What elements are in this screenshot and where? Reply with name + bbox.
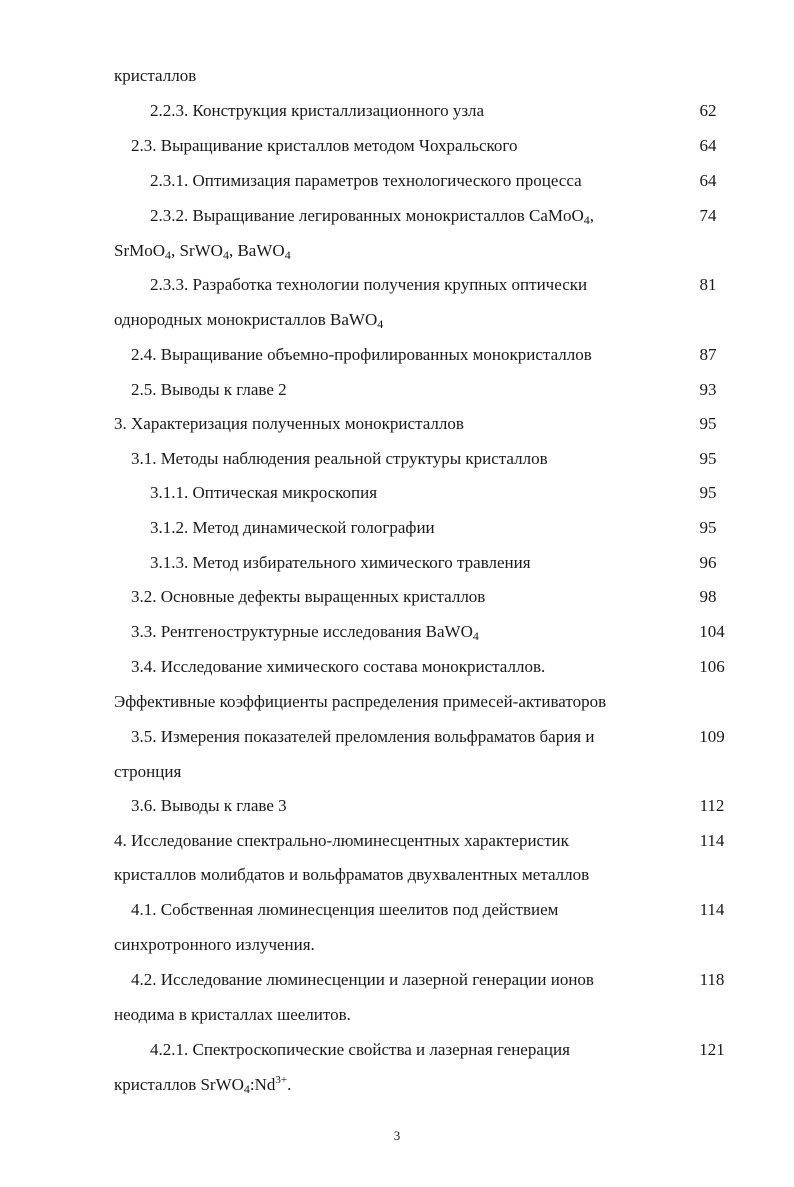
toc-line [150, 1040, 570, 1060]
subscript: 4 [377, 317, 384, 331]
toc-line [131, 970, 594, 990]
toc-line [114, 414, 464, 434]
toc-entry-text: 3.1.2. Метод динамической голографии [150, 518, 435, 537]
subscript: 4 [222, 248, 229, 262]
toc-line [131, 345, 592, 365]
toc-page-number: 64 [699, 136, 717, 155]
punctuation: , [589, 206, 595, 225]
toc-line [150, 518, 435, 538]
toc-entry-text: 3.2. Основные дефекты выращенных кристаллов [131, 587, 486, 606]
toc-page-number: 114 [699, 831, 725, 850]
toc-entry-text: стронция [114, 762, 182, 781]
toc-page-number: 64 [699, 171, 717, 190]
toc-page-number: 62 [699, 101, 717, 120]
toc-line [114, 831, 569, 851]
toc-entry-text: 2.3.2. Выращивание легированных монокристаллов CaMoO [150, 206, 584, 225]
toc-entry-text: синхротронного излучения. [114, 935, 315, 954]
toc-page-number: 112 [699, 796, 725, 815]
toc-line [150, 483, 377, 503]
toc-line [131, 449, 548, 469]
page-number: 3 [393, 1128, 401, 1143]
formula-text: :Nd [249, 1075, 276, 1094]
toc-line [114, 310, 383, 330]
toc-entry-text: 3.1.1. Оптическая микроскопия [150, 483, 378, 502]
toc-line [114, 865, 589, 885]
toc-entry-text: 2.5. Выводы к главе 2 [131, 380, 287, 399]
superscript: 3+ [275, 1074, 288, 1086]
toc-entry-text: 2.3. Выращивание кристаллов методом Чохральского [131, 136, 518, 155]
toc-entry-text: 4.1. Собственная люминесценция шеелитов под действием [131, 900, 559, 919]
toc-page-number: 114 [699, 900, 725, 919]
toc-page-number: 118 [699, 970, 725, 989]
toc-line [131, 796, 287, 816]
toc-entry-text: 4.2.1. Спектроскопические свойства и лазерная генерация [150, 1040, 570, 1059]
subscript: 4 [583, 213, 590, 227]
toc-line [150, 275, 587, 295]
toc-entry-text: неодима в кристаллах шеелитов. [114, 1005, 351, 1024]
punctuation: . [287, 1075, 292, 1094]
toc-line [114, 762, 181, 782]
toc-page-number: 95 [699, 449, 717, 468]
toc-page-number: 81 [699, 275, 717, 294]
formula-text: , BaWO [228, 241, 285, 260]
toc-entry-text: 4.2. Исследование люминесценции и лазерной генерации ионов [131, 970, 594, 989]
subscript: 4 [284, 248, 291, 262]
toc-page-number: 98 [699, 587, 717, 606]
toc-entry-text: 2.4. Выращивание объемно-профилированных монокристаллов [131, 345, 592, 364]
toc-entry-text: 3.5. Измерения показателей преломления вольфраматов бария и [131, 727, 595, 746]
subscript: 4 [472, 629, 479, 643]
toc-line [150, 553, 531, 573]
toc-entry-text: 3. Характеризация полученных монокристаллов [114, 414, 464, 433]
toc-line [114, 66, 196, 86]
toc-entry-text: 3.6. Выводы к главе 3 [131, 796, 287, 815]
toc-page-number: 87 [699, 345, 717, 364]
toc-line [131, 136, 517, 156]
toc-page-number: 95 [699, 414, 717, 433]
subscript: 4 [243, 1082, 250, 1096]
toc-line [114, 935, 315, 955]
toc-page-number: 74 [699, 206, 717, 225]
subscript: 4 [165, 248, 172, 262]
toc-line [131, 587, 485, 607]
toc-entry-text: кристаллов молибдатов и вольфраматов двухвалентных металлов [114, 865, 590, 884]
toc-line [131, 657, 545, 677]
toc-page-number: 96 [699, 553, 717, 572]
toc-page-number: 104 [699, 622, 725, 641]
toc-entry-text: Эффективные коэффициенты распределения примесей-активаторов [114, 692, 607, 711]
toc-entry-text: SrMoO [114, 241, 166, 260]
toc-line [114, 692, 606, 712]
toc-entry-text: кристаллов SrWO [114, 1075, 244, 1094]
toc-page-number: 93 [699, 380, 717, 399]
toc-entry-text: 3.1. Методы наблюдения реальной структуры кристаллов [131, 449, 548, 468]
toc-entry-text: однородных монокристаллов BaWO [114, 310, 378, 329]
toc-entry-text: кристаллов [114, 66, 197, 85]
toc-page-number: 109 [699, 727, 725, 746]
toc-line [131, 622, 479, 642]
toc-entry-text: 3.3. Рентгеноструктурные исследования BaWO [131, 622, 473, 641]
toc-page-number: 121 [699, 1040, 725, 1059]
toc-line [114, 1005, 351, 1025]
toc-line [150, 206, 594, 226]
toc-line [150, 101, 484, 121]
toc-line [114, 241, 291, 261]
toc-line [131, 727, 594, 747]
toc-page-number: 95 [699, 483, 717, 502]
toc-line [131, 900, 558, 920]
formula-text: , SrWO [171, 241, 223, 260]
toc-entry-text: 2.3.3. Разработка технологии получения крупных оптически [150, 275, 588, 294]
toc-entry-text: 2.3.1. Оптимизация параметров технологического процесса [150, 171, 582, 190]
toc-entry-text: 3.4. Исследование химического состава монокристаллов. [131, 657, 546, 676]
toc-entry-text: 3.1.3. Метод избирательного химического травления [150, 553, 531, 572]
toc-line [150, 171, 582, 191]
toc-entry-text: 4. Исследование спектрально-люминесцентных характеристик [114, 831, 569, 850]
toc-page-number: 95 [699, 518, 717, 537]
toc-line [114, 1075, 291, 1095]
toc-page-number: 106 [699, 657, 725, 676]
toc-entry-text: 2.2.3. Конструкция кристаллизационного узла [150, 101, 485, 120]
toc-line [131, 380, 287, 400]
